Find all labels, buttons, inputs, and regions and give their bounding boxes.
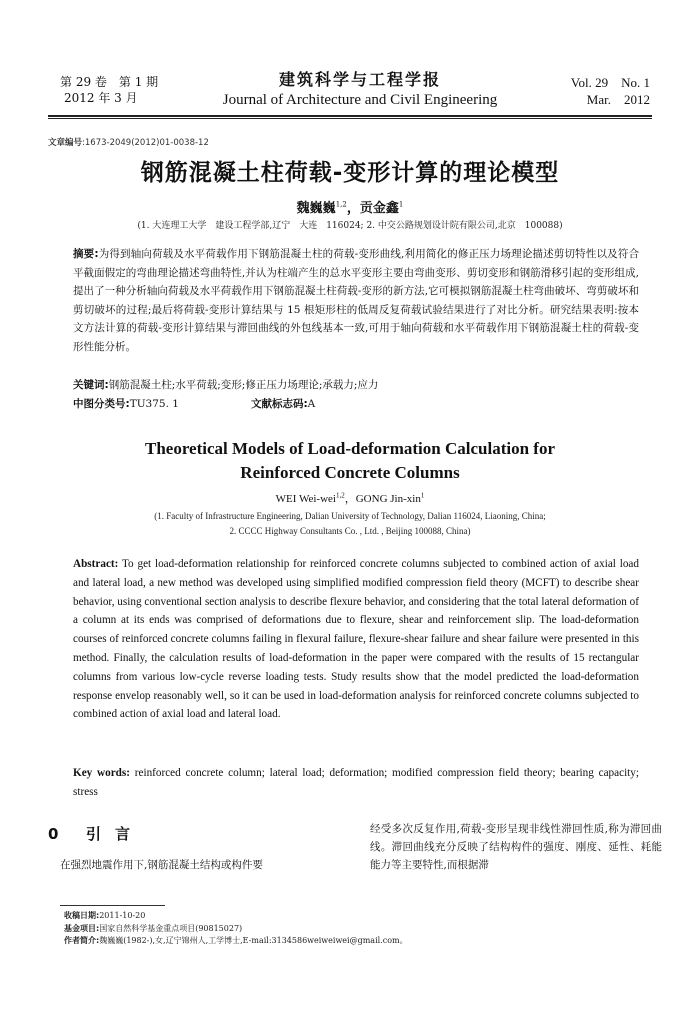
abstract-en: [73, 555, 639, 724]
author-separator: ，: [346, 201, 360, 216]
footnote: [64, 910, 408, 948]
volume-issue-en: Vol. 29 No. 1: [570, 75, 650, 90]
author-affil-mark: 1: [398, 200, 404, 209]
abstract-label-cn: 摘要:: [73, 248, 99, 260]
fund-value: 国家自然科学基金重点项目(90815027): [99, 923, 243, 933]
date-cn: 2012 年 3 月: [64, 91, 138, 105]
author-name: 贡金鑫: [359, 201, 399, 216]
title-line: Reinforced Concrete Columns: [240, 463, 460, 482]
clc-value: TU375. 1: [129, 398, 179, 410]
paper-title-en: [0, 437, 700, 485]
keywords-text-cn: 钢筋混凝土柱;水平荷载;变形;修正压力场理论;承载力;应力: [108, 379, 379, 391]
section-title: 引言: [86, 825, 145, 843]
fund-label: 基金项目:: [64, 923, 100, 933]
header-left: [60, 74, 158, 106]
author-name: 魏巍巍: [296, 201, 336, 216]
footnote-rule: [60, 905, 165, 906]
volume-issue-cn: 第 29 卷 第 1 期: [60, 75, 159, 89]
paper-title-cn: 钢筋混凝土柱荷载-变形计算的理论模型: [140, 160, 560, 186]
section-number: 0: [48, 825, 59, 843]
keywords-cn: [73, 376, 653, 394]
author-name: GONG Jin-xin: [355, 493, 421, 505]
body-text-left-column: 在强烈地震作用下,钢筋混凝土结构或构件要: [60, 859, 263, 871]
section-heading: [48, 823, 144, 844]
author-bio-value: 魏巍巍(1982-),女,辽宁锦州人,工学博士,E-mail:3134586weiweiwei@gmail.com。: [99, 936, 408, 945]
clc-label: 中图分类号:: [73, 398, 130, 410]
article-number-value: :1673-2049(2012)01-0038-12: [82, 138, 209, 148]
keywords-label-cn: 关键词:: [73, 379, 109, 391]
journal-name-cn: 建筑科学与工程学报: [278, 70, 441, 89]
abstract-label-en: Abstract:: [73, 558, 119, 570]
abstract-cn: [73, 245, 639, 356]
received-date: [64, 910, 408, 923]
received-label: 收稿日期:: [64, 911, 100, 920]
title-line: Theoretical Models of Load-deformation Calculation for: [144, 439, 555, 458]
author-bio: [64, 935, 408, 948]
affiliation-en: [0, 509, 700, 539]
doc-code-label: 文献标志码:: [250, 398, 308, 410]
keywords-text-en: reinforced concrete column; lateral load; deformation; modified compression field theory; bearing capacity; stress: [73, 767, 639, 798]
body-text-right-column: 经受多次反复作用,荷载-变形呈现非线性滞回性质,称为滞回曲线。滞回曲线充分反映了结构构件的强度、刚度、延性、耗能能力等主要特性,而根据滞: [370, 823, 662, 871]
fund-project: [64, 923, 408, 936]
header-right: [571, 74, 650, 108]
received-value: 2011-10-20: [99, 911, 146, 920]
article-number: [48, 136, 209, 148]
keywords-label-en: Key words:: [73, 767, 130, 779]
journal-name-en: Journal of Architecture and Civil Engineering: [222, 92, 498, 108]
author-affil-mark: 1,2: [335, 200, 347, 209]
authors-cn: [0, 197, 700, 216]
affiliation-line: (1. Faculty of Infrastructure Engineering, Dalian University of Technology, Dalian 116024, Liaoning, China;: [154, 511, 546, 521]
authors-en: [0, 490, 700, 506]
affiliation-cn: (1. 大连理工大学 建设工程学部,辽宁 大连 116024; 2. 中交公路规划设计院有限公司,北京 100088): [137, 221, 563, 231]
author-affil-mark: 1,2: [335, 491, 345, 500]
article-number-label: 文章编号: [48, 138, 83, 148]
doc-code-value: A: [307, 398, 316, 410]
keywords-en: [73, 764, 639, 802]
abstract-text-cn: 为得到轴向荷载及水平荷载作用下钢筋混凝土柱的荷载-变形曲线,利用简化的修正压力场理论描述剪切特性以及符合平截面假定的弯曲理论描述弯曲特性,并认为柱端产生的总水平变形主要由弯曲变形、剪切变形和钢筋滑移引起的变形组成,提出了一种分析轴向荷载及水平荷载作用下钢筋混凝土柱荷载-变形的新方法,它可模拟钢筋混凝土柱弯曲破坏、弯剪破坏和剪切破坏的过程;最后将荷载-变形计算结果与 15 根矩形柱的低周反复荷载试验结果进行了对比分析。研究结果表明:按本文方法计算的荷载-变形计算结果与滞回曲线的外包线基本一致,可用于轴向荷载和水平荷载作用下钢筋混凝土柱的荷载-变形性能分析。: [73, 248, 639, 353]
author-name: WEI Wei-wei: [275, 493, 336, 505]
affiliation-line: 2. CCCC Highway Consultants Co. , Ltd. , Beijing 100088, China): [229, 526, 471, 536]
author-affil-mark: 1: [420, 491, 425, 500]
author-bio-label: 作者简介:: [64, 936, 100, 945]
classification: [73, 395, 653, 413]
abstract-text-en: To get load-deformation relationship for reinforced concrete columns subjected to combined action of axial load and lateral load, a new method was developed using simplified modified compression field theory (MCFT) to describe shear behavior, using conventional section analysis to describe flexure behavior, and considering that the total lateral deformation of a column at its ends was comprised of deformations due to flexure, shear and reinforcement slip. The load-deformation courses of reinforced concrete columns failing in flexural failure, flexure-shear failure and shear failure were presented in this method. Finally, the calculation results of load-deformation in the paper were compared with the results of 15 rectangular columns from various low-cycle reverse loading tests. Study results show that the model predicted the load-deformation response envelop reasonably well, so it can be used in load-deformation analysis for reinforced concrete columns subjected to combined action of axial load and lateral load.: [73, 558, 639, 721]
journal-name: [200, 70, 520, 110]
header-rule: [48, 115, 652, 117]
header-rule-thin: [48, 118, 652, 119]
author-separator: ，: [344, 493, 356, 505]
date-en: Mar. 2012: [586, 92, 650, 107]
